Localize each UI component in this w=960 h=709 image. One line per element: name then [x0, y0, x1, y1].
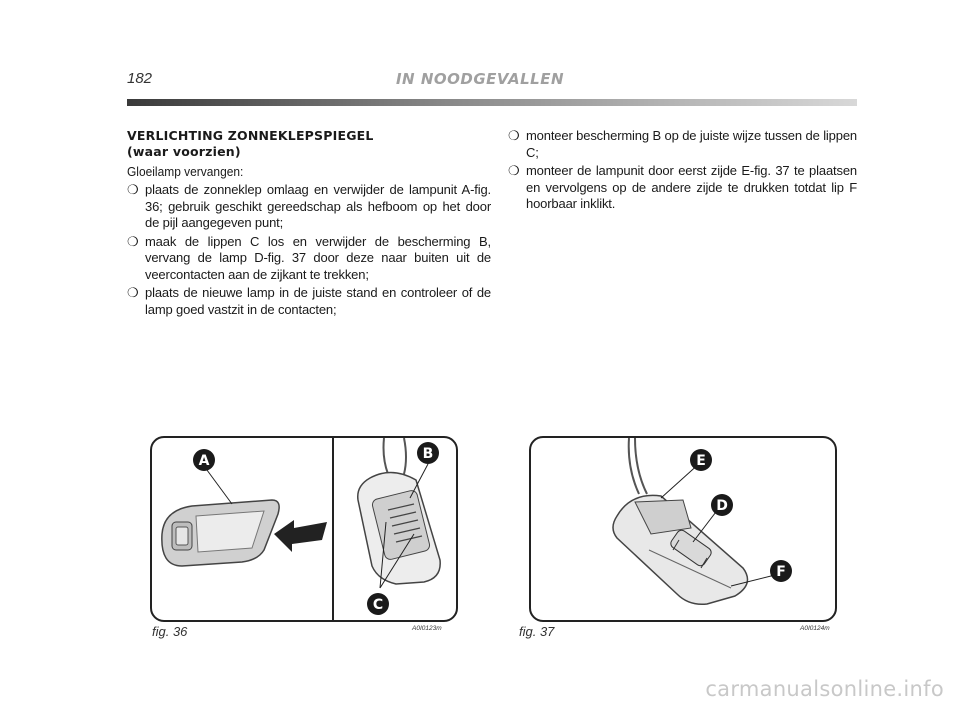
figure-36-illustration: [150, 436, 458, 622]
list-item: ❍ plaats de zonneklep omlaag en verwijder de lampunit A-fig. 36; gebruik geschikt gereedschap als hefboom op het door de pijl aangegeven punt;: [127, 182, 491, 230]
label-f: F: [776, 564, 786, 580]
list-item: ❍ plaats de nieuwe lamp in de juiste stand en controleer of de lamp goed vastzit in de contacten;: [127, 285, 491, 317]
left-column: [127, 128, 491, 320]
label-d: D: [716, 498, 728, 514]
page-number: 182: [127, 70, 153, 87]
section-title: VERLICHTING ZONNEKLEPSPIEGEL: [127, 128, 374, 143]
bullet-icon: ❍: [127, 182, 139, 197]
bullet-icon: ❍: [127, 233, 139, 249]
figure-37-caption: fig. 37: [519, 624, 555, 639]
bullet-icon: ❍: [127, 285, 139, 300]
right-column: [508, 128, 857, 215]
figure-36-caption: fig. 36: [152, 624, 188, 639]
label-b: B: [422, 446, 434, 462]
figure-divider: [332, 438, 334, 620]
header-divider: [127, 99, 857, 106]
figure-37-code: A0I0124m: [800, 625, 830, 632]
figure-37-illustration: [529, 436, 837, 622]
instruction-list: [127, 182, 491, 318]
list-item: ❍ monteer de lampunit door eerst zijde E-fig. 37 te plaatsen en vervolgens op de andere zijde te drukken totdat lip F hoorbaar inklikt.: [508, 163, 857, 211]
sun-visor-mirror-illustration: [152, 438, 456, 620]
figure-36-code: A0I0123m: [412, 625, 442, 632]
bullet-icon: ❍: [508, 128, 520, 143]
label-e: E: [696, 453, 706, 469]
section-header-title: IN NOODGEVALLEN: [395, 70, 565, 88]
list-item: ❍ maak de lippen C los en verwijder de bescherming B, vervang de lamp D-fig. 37 door deze naar buiten uit de veercontacten aan de zijkant te trekken;: [127, 233, 491, 282]
instruction-list: [508, 128, 857, 213]
list-item: ❍ monteer bescherming B op de juiste wijze tussen de lippen C;: [508, 128, 857, 160]
intro-text: Gloeilamp vervangen:: [127, 164, 244, 179]
watermark: carmanualsonline.info: [705, 677, 944, 701]
label-a: A: [198, 453, 210, 469]
label-c: C: [372, 597, 384, 613]
lamp-unit-illustration: [531, 438, 835, 620]
section-subtitle: (waar voorzien): [127, 144, 241, 159]
bullet-icon: ❍: [508, 163, 520, 178]
